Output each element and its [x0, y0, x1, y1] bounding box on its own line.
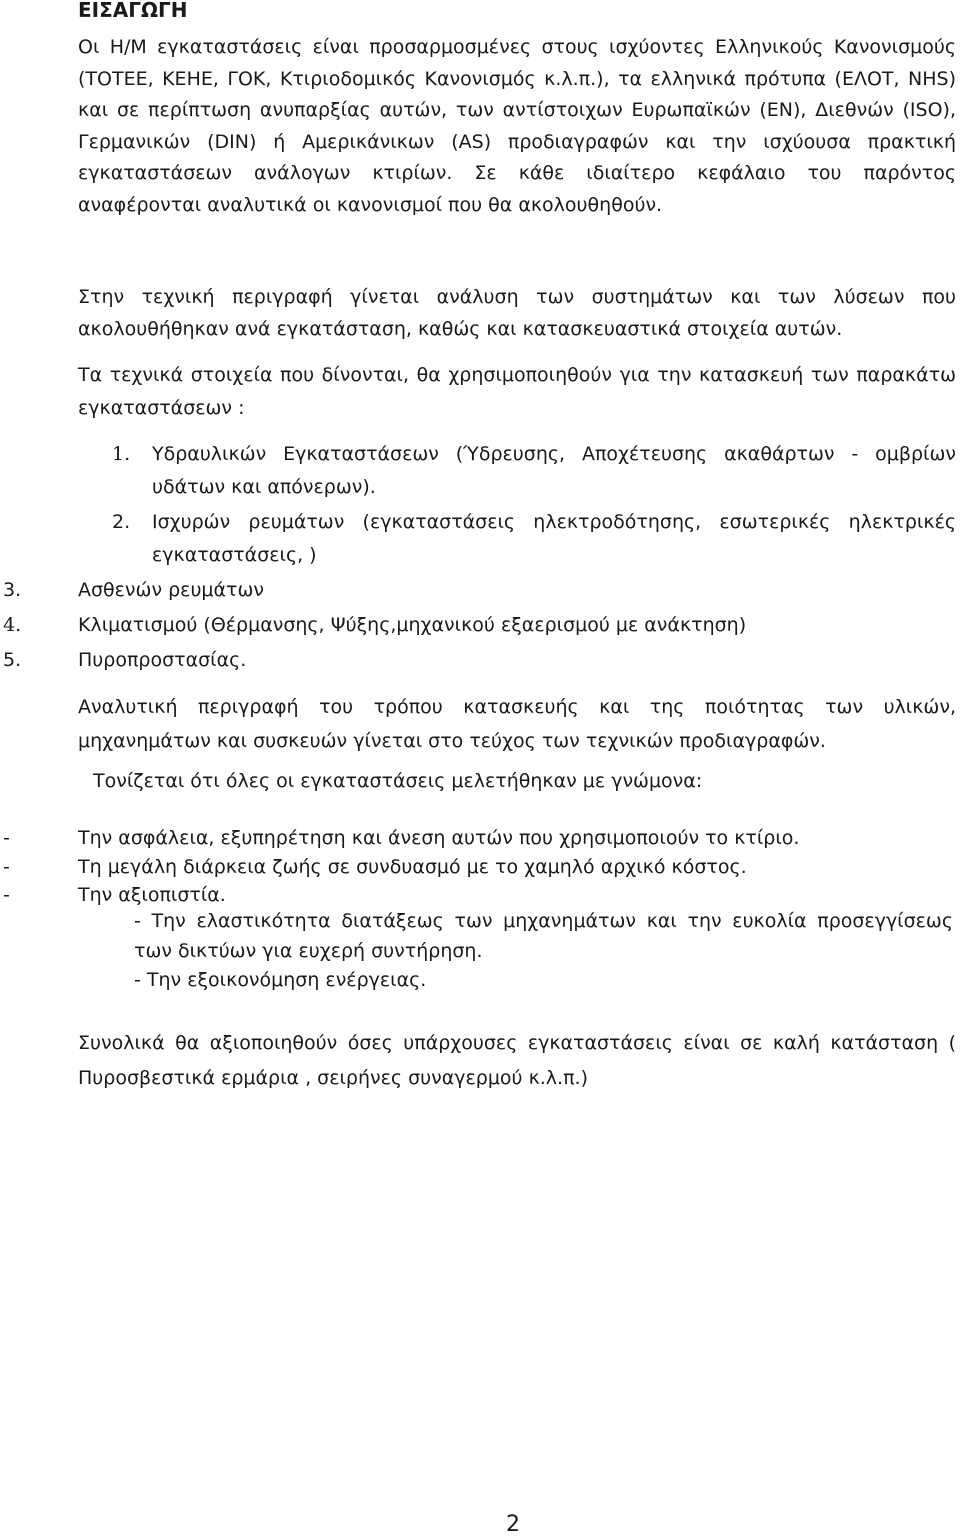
paragraph-technical-description: Στην τεχνική περιγραφή γίνεται ανάλυση των συστημάτων και των λύσεων που ακολουθήθηκαν ανά εγκατάσταση, καθώς και κατασκευαστικά στοιχεία αυτών. — [78, 286, 956, 340]
section-heading: ΕΙΣΑΓΩΓΗ — [78, 0, 188, 22]
technical-description-paragraph — [78, 281, 956, 345]
list-item: Ισχυρών ρευμάτων (εγκαταστάσεις ηλεκτροδότησης, εσωτερικές ηλεκτρικές εγκαταστάσεις, ) — [152, 511, 956, 566]
criterion-text: Την αξιοπιστία. — [78, 884, 226, 906]
list-number: 3. — [3, 579, 22, 601]
dash-marker: - — [3, 827, 10, 849]
list-item: - Την εξοικονόμηση ενέργειας. — [134, 969, 427, 991]
paragraph-installations-intro: Τα τεχνικά στοιχεία που δίνονται, θα χρησιμοποιηθούν για την κατασκευή των παρακάτω εγκαταστάσεων : — [78, 364, 956, 419]
criterion-text: Τη μεγάλη διάρκεια ζωής σε συνδυασμό με το χαμηλό αρχικό κόστος. — [78, 856, 747, 878]
list-item: - Την ελαστικότητα διατάξεως των μηχανημάτων και την ευκολία προσεγγίσεως των δικτύων για ευχερή συντήρηση. — [134, 910, 953, 962]
dash-marker: - — [3, 884, 10, 906]
list-item: Ασθενών ρευμάτων — [78, 579, 265, 601]
design-criteria-intro: Τονίζεται ότι όλες οι εγκαταστάσεις μελετήθηκαν με γνώμονα: — [93, 770, 703, 792]
page-number: 2 — [506, 1512, 520, 1537]
list-number: 1. — [112, 443, 131, 465]
list-number: 5. — [3, 649, 22, 671]
specifications-paragraph — [78, 690, 956, 758]
dash-marker: - — [3, 856, 10, 878]
list-item: Υδραυλικών Εγκαταστάσεων (Ύδρευσης, Αποχέτευσης ακαθάρτων - ομβρίων υδάτων και απόνερων). — [152, 443, 956, 498]
paragraph-regulations: Οι Η/Μ εγκαταστάσεις είναι προσαρμοσμένες στους ισχύοντες Ελληνικούς Κανονισμούς (ΤΟΤΕΕ, ΚΕΗΕ, ΓΟΚ, Κτιριοδομικός Κανονισμός κ.λ.π.), τα ελληνικά πρότυπα (ΕΛΟΤ, NHS) και σε περίπτωση ανυπαρξίας αυτών, των αντίστοιχων Ευρωπαϊκών (EN), Διεθνών (ISO), Γερμανικών (DIN) ή Αμερικάνικων (AS) προδιαγραφών και την ισχύουσα πρακτική εγκαταστάσεων ανάλογων κτιρίων. Σε κάθε ιδιαίτερο κεφάλαιο του παρόντος αναφέρονται αναλυτικά οι κανονισμοί που θα ακολουθηθούν. — [78, 36, 956, 216]
paragraph-existing-installations: Συνολικά θα αξιοποιηθούν όσες υπάρχουσες εγκαταστάσεις είναι σε καλή κατάσταση ( Πυροσβεστικά ερμάρια , σειρήνες συναγερμού κ.λ.π.) — [78, 1032, 956, 1089]
list-item: Πυροπροστασίας. — [78, 649, 247, 671]
paragraph-specifications: Αναλυτική περιγραφή του τρόπου κατασκευής και της ποιότητας των υλικών, μηχανημάτων και συσκευών γίνεται στο τεύχος των τεχνικών προδιαγραφών. — [78, 696, 956, 752]
list-number: 4. — [3, 614, 22, 636]
existing-installations-paragraph — [78, 1026, 956, 1096]
list-item: Κλιματισμού (Θέρμανσης, Ψύξης,μηχανικού εξαερισμού με ανάκτηση) — [78, 614, 747, 636]
installations-intro-paragraph — [78, 359, 956, 425]
intro-paragraph — [78, 32, 956, 221]
criterion-text: Την ασφάλεια, εξυπηρέτηση και άνεση αυτών που χρησιμοποιούν το κτίριο. — [78, 827, 800, 849]
list-number: 2. — [112, 511, 131, 533]
